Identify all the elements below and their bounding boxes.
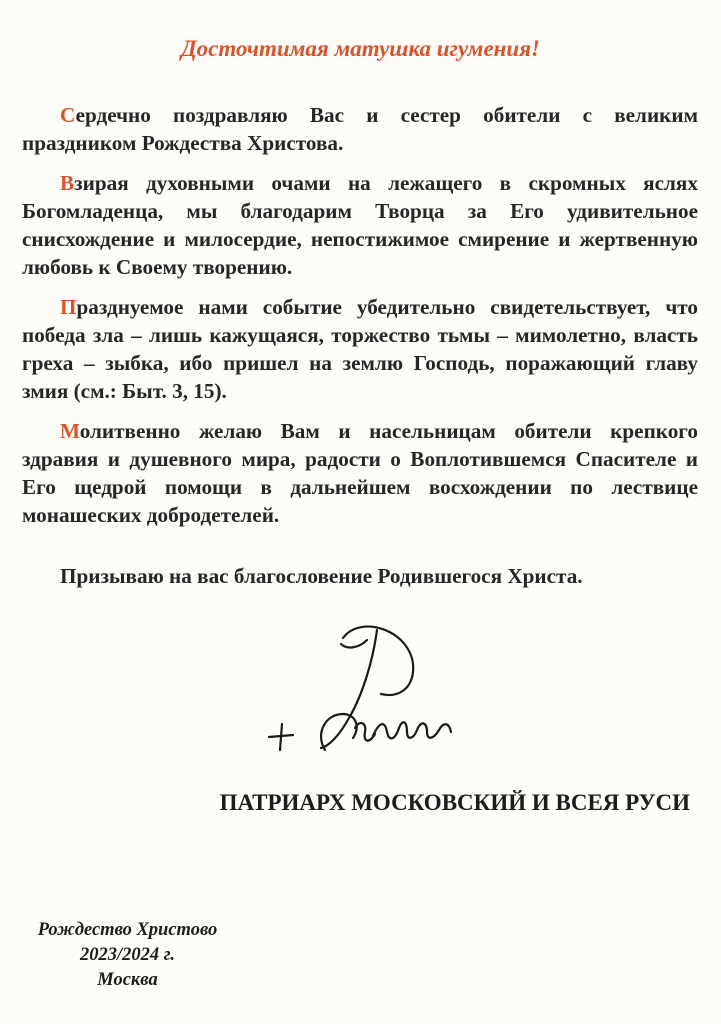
salutation: Досточтимая матушка игумения!: [180, 36, 541, 61]
year-text: 2023/2024 г.: [80, 945, 175, 965]
paragraph-4: [22, 417, 698, 529]
paragraph-initial: С: [60, 103, 76, 127]
paragraph-initial: В: [60, 171, 75, 195]
paragraph-text: олитвенно желаю Вам и насельницам обители крепкого здравия и душевного мира, радости о Воплотившемся Спасителе и Его щедрой помощи в дальнейшем восхождении по лествице монашеских добродетелей.: [22, 419, 698, 527]
date-place-block: [20, 918, 235, 993]
handwritten-signature: [255, 610, 475, 770]
paragraph-initial: П: [60, 295, 77, 319]
closing-blessing: Призываю на вас благословение Родившегося Христа.: [60, 564, 583, 588]
paragraph-2: [22, 169, 698, 281]
letter-body: [22, 101, 698, 541]
paragraph-text: разднуемое нами событие убедительно свидетельствует, что победа зла – лишь кажущаяся, торжество тьмы – мимолетно, власть греха – зыбка, ибо пришел на землю Господь, поражающий главу змия (см.: Быт. 3, 15).: [22, 295, 698, 403]
signatory-title: ПАТРИАРХ МОСКОВСКИЙ И ВСЕЯ РУСИ: [219, 790, 690, 815]
place-text: Москва: [97, 970, 158, 990]
paragraph-text: зирая духовными очами на лежащего в скромных яслях Богомладенца, мы благодарим Творца за Его удивительное снисхождение и милосердие, непостижимое смирение и жертвенную любовь к Своему творению.: [22, 171, 698, 279]
paragraph-initial: М: [60, 419, 80, 443]
paragraph-1: [22, 101, 698, 157]
paragraph-3: [22, 293, 698, 405]
paragraph-text: ердечно поздравляю Вас и сестер обители с великим праздником Рождества Христова.: [22, 103, 698, 155]
occasion-text: Рождество Христово: [37, 920, 218, 940]
